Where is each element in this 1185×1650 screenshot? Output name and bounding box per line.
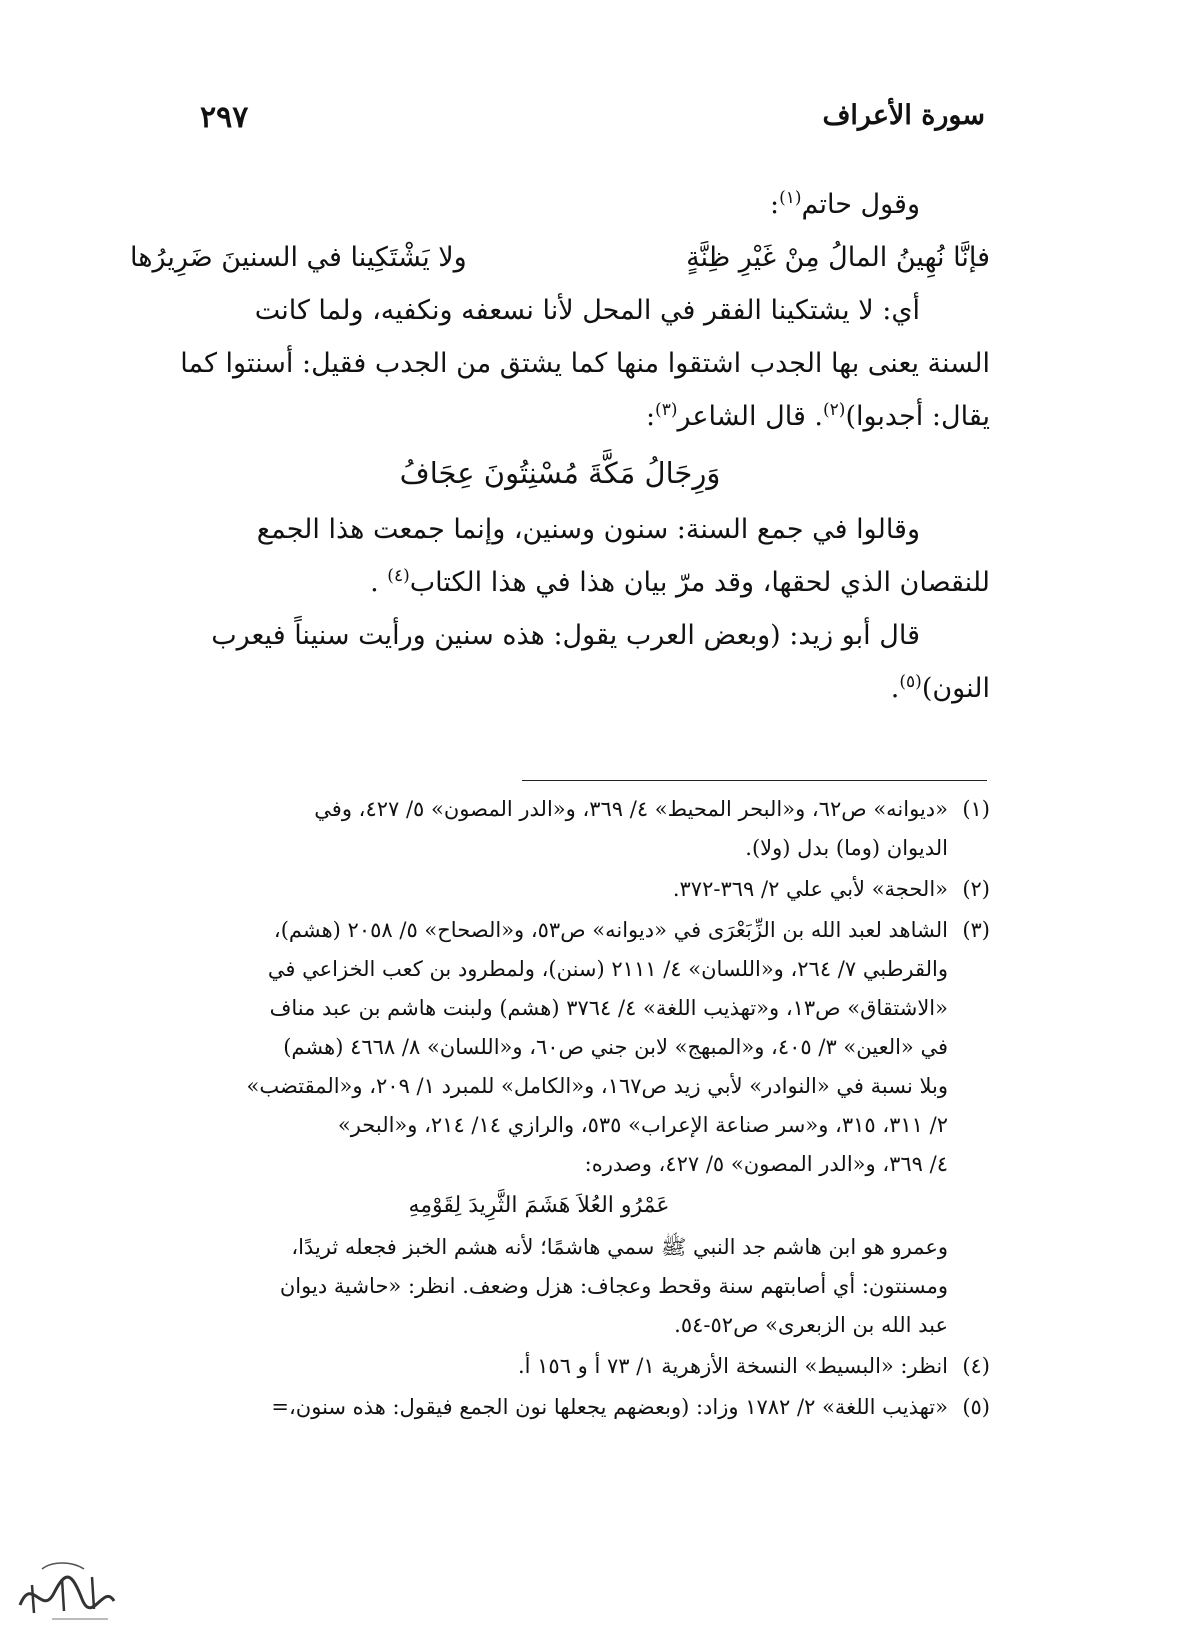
poetry-verse-centered: وَرِجَالُ مَكَّةَ مُسْنِتُونَ عِجَافُ — [399, 456, 721, 490]
text-span: : — [645, 401, 656, 432]
text-span: يقال: أجدبوا) — [845, 401, 990, 432]
verse-second-hemistich: ولا يَشْتَكِينا في السنينَ ضَرِيرُها — [130, 242, 467, 273]
footnote — [130, 790, 990, 868]
footnote-divider — [522, 780, 987, 781]
poetry-verse — [130, 231, 990, 284]
footnote-line: والقرطبي ٧/ ٢٦٤، و«اللسان» ٤/ ٢١١١ (سنن)، ولمطرود بن كعب الخزاعي في — [267, 957, 948, 981]
footnote-line: ومسنتون: أي أصابتهم سنة وقحط وعجاف: هزل وضعف. انظر: «حاشية ديوان — [279, 1274, 948, 1298]
text-line: قال أبو زيد: (وبعض العرب يقول: هذه سنين ورأيت سنيناً فيعرب — [211, 620, 920, 651]
footnote — [130, 1388, 990, 1427]
text-span: النون) — [921, 673, 990, 704]
footnote-number: (٣) — [962, 918, 990, 942]
footnote — [130, 1347, 990, 1386]
footnote-ref: (٤) — [387, 566, 410, 586]
footnote-number: (٢) — [962, 877, 990, 901]
text-line — [130, 178, 990, 231]
text-line — [130, 556, 990, 609]
footnote-number: (١) — [962, 797, 990, 821]
footnote — [130, 911, 990, 1345]
footnote-text — [130, 870, 948, 909]
text-span: للنقصان الذي لحقها، وقد مرّ بيان هذا في هذا الكتاب — [409, 567, 990, 598]
footnote-line: ٢/ ٣١١، ٣١٥، و«سر صناعة الإعراب» ٥٣٥، والرازي ١٤/ ٢١٤، و«البحر» — [337, 1113, 948, 1137]
text-span: . — [370, 567, 388, 598]
footnote-line: وبلا نسبة في «النوادر» لأبي زيد ص١٦٧، و«الكامل» للمبرد ١/ ٢٠٩، و«المقتضب» — [246, 1074, 948, 1098]
surah-title: سورة الأعراف — [822, 100, 985, 131]
footnote-ref: (٣) — [655, 400, 678, 420]
text-line: وقالوا في جمع السنة: سنون وسنين، وإنما جمعت هذا الجمع — [256, 514, 920, 545]
footnote-line: عبد الله بن الزبعرى» ص٥٢-٥٤. — [674, 1313, 948, 1337]
footnote-line: ٤/ ٣٦٩، و«الدر المصون» ٥/ ٤٢٧، وصدره: — [584, 1152, 948, 1176]
footnote-ref: (٥) — [899, 672, 922, 692]
footnote-verse: عَمْرُو العُلاَ هَشَمَ الثَّرِيدَ لِقَوْمِهِ — [408, 1193, 670, 1218]
footnote-line: «الاشتقاق» ص١٣، و«تهذيب اللغة» ٤/ ٣٧٦٤ (هشم) ولبنت هاشم بن عبد مناف — [269, 996, 948, 1020]
footnote-number: (٥) — [962, 1395, 990, 1419]
text-line — [130, 390, 990, 443]
page-header — [200, 100, 985, 150]
footnote-line: الديوان (وما) بدل (ولا). — [745, 836, 948, 860]
footnote-number: (٤) — [962, 1354, 990, 1378]
footnote-line: الشاهد لعبد الله بن الزِّبَعْرَى في «ديوانه» ص٥٣، و«الصحاح» ٥/ ٢٠٥٨ (هشم)، — [273, 918, 948, 942]
footnote-ref: (١) — [779, 188, 802, 208]
footnote — [130, 870, 990, 909]
text-line: أي: لا يشتكينا الفقر في المحل لأنا نسعفه ونكفيه، ولما كانت — [254, 295, 920, 326]
footnote-line: وعمرو هو ابن هاشم جد النبي ﷺ سمي هاشمًا؛ لأنه هشم الخبز فجعله ثريدًا، — [291, 1235, 948, 1259]
text-span: وقول حاتم — [801, 189, 920, 220]
footnote-line: «تهذيب اللغة» ٢/ ١٧٨٢ وزاد: (وبعضهم يجعلها نون الجمع فيقول: هذه سنون،= — [271, 1395, 948, 1419]
text-span: . — [890, 673, 900, 704]
page-number: ٢٩٧ — [200, 100, 249, 135]
footnote-text — [130, 790, 948, 868]
footnotes — [130, 790, 990, 1429]
footnote-line: في «العين» ٣/ ٤٠٥، و«المبهج» لابن جني ص٦٠، و«اللسان» ٨/ ٤٦٦٨ (هشم) — [283, 1035, 948, 1059]
text-span: . قال الشاعر — [677, 401, 824, 432]
main-text — [130, 178, 990, 715]
footnote-line: «الحجة» لأبي علي ٢/ ٣٦٩-٣٧٢. — [672, 877, 948, 901]
verse-first-hemistich: فإنَّا نُهِينُ المالُ مِنْ غَيْرِ ظِنَّةٍ — [686, 242, 990, 273]
footnote-line: انظر: «البسيط» النسخة الأزهرية ١/ ٧٣ أ و ١٥٦ أ. — [517, 1354, 948, 1378]
calligraphy-logo — [12, 1555, 122, 1625]
footnote-line: «ديوانه» ص٦٢، و«البحر المحيط» ٤/ ٣٦٩، و«الدر المصون» ٥/ ٤٢٧، وفي — [314, 797, 948, 821]
text-span: : — [769, 189, 780, 220]
footnote-text — [130, 1388, 948, 1427]
text-line: السنة يعنى بها الجدب اشتقوا منها كما يشتق من الجدب فقيل: أسنتوا كما — [180, 348, 990, 379]
footnote-ref: (٢) — [823, 400, 846, 420]
footnote-text — [130, 1347, 948, 1386]
footnote-text — [130, 911, 948, 1345]
text-line — [130, 662, 990, 715]
